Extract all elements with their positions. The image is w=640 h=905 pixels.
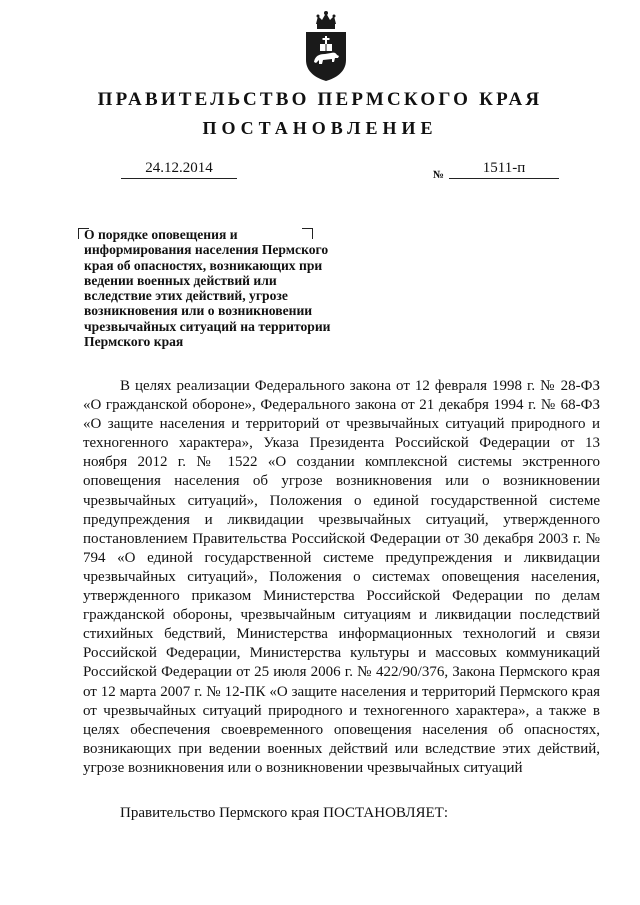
number-label: № [433,169,445,181]
document-type: ПОСТАНОВЛЕНИЕ [202,118,438,138]
perm-krai-coat-of-arms-icon [301,10,351,82]
document-number: 1511-п [449,160,559,179]
government-title: ПРАВИТЕЛЬСТВО ПЕРМСКОГО КРАЯ [97,89,543,110]
preamble-paragraph: В целях реализации Федерального закона от 12 февраля 1998 г. № 28-ФЗ «О гражданской обороне», Федерального закона от 21 декабря 1994 г. № 68-ФЗ «О защите населения и территорий от чрезвычайных ситуаций природного и техногенного характера», Указа Президента Российской Федерации от 13 ноября 2012 г. № 1522 «О создании комплексной системы экстренного оповещения населения об угрозе возникновения или о возникновении чрезвычайных ситуаций», Положения о единой государственной системе предупреждения и ликвидации чрезвычайных ситуаций, утвержденного постановлением Правительства Российской Федерации от 30 декабря 2003 г. № 794 «О единой государственной системе предупреждения и ликвидации чрезвычайных ситуаций», Положения о системах оповещения населения, утвержденного приказом Министерства Российской Федерации по делам гражданской обороны, чрезвычайным ситуациям и ликвидации последствий стихийных бедствий, Министерства информационных технологий и связи Российской Федерации, Министерства культуры и массовых коммуникаций Российской Федерации от 25 июля 2006 г. № 422/90/376, Закона Пермского края от 12 марта 2007 г. № 12-ПК «О защите населения и территорий Пермского края от чрезвычайных ситуаций природного и техногенного характера», а также в целях обеспечения своевременного оповещения населения об опасностях, возникающих при ведении военных действий или вследствие этих действий, угрозе возникновения или о возникновении чрезвычайных ситуаций [83,378,600,776]
document-subject: О порядке оповещения и информирования населения Пермского края об опасностях, возникающих при ведении военных действий или вследствие этих действий, угрозе возникновения или о возникновении чрезвычайных ситуаций на территории Пермского края [84,227,331,350]
resolution-line: Правительство Пермского края ПОСТАНОВЛЯЕТ: [120,805,449,821]
document-date: 24.12.2014 [121,160,237,179]
